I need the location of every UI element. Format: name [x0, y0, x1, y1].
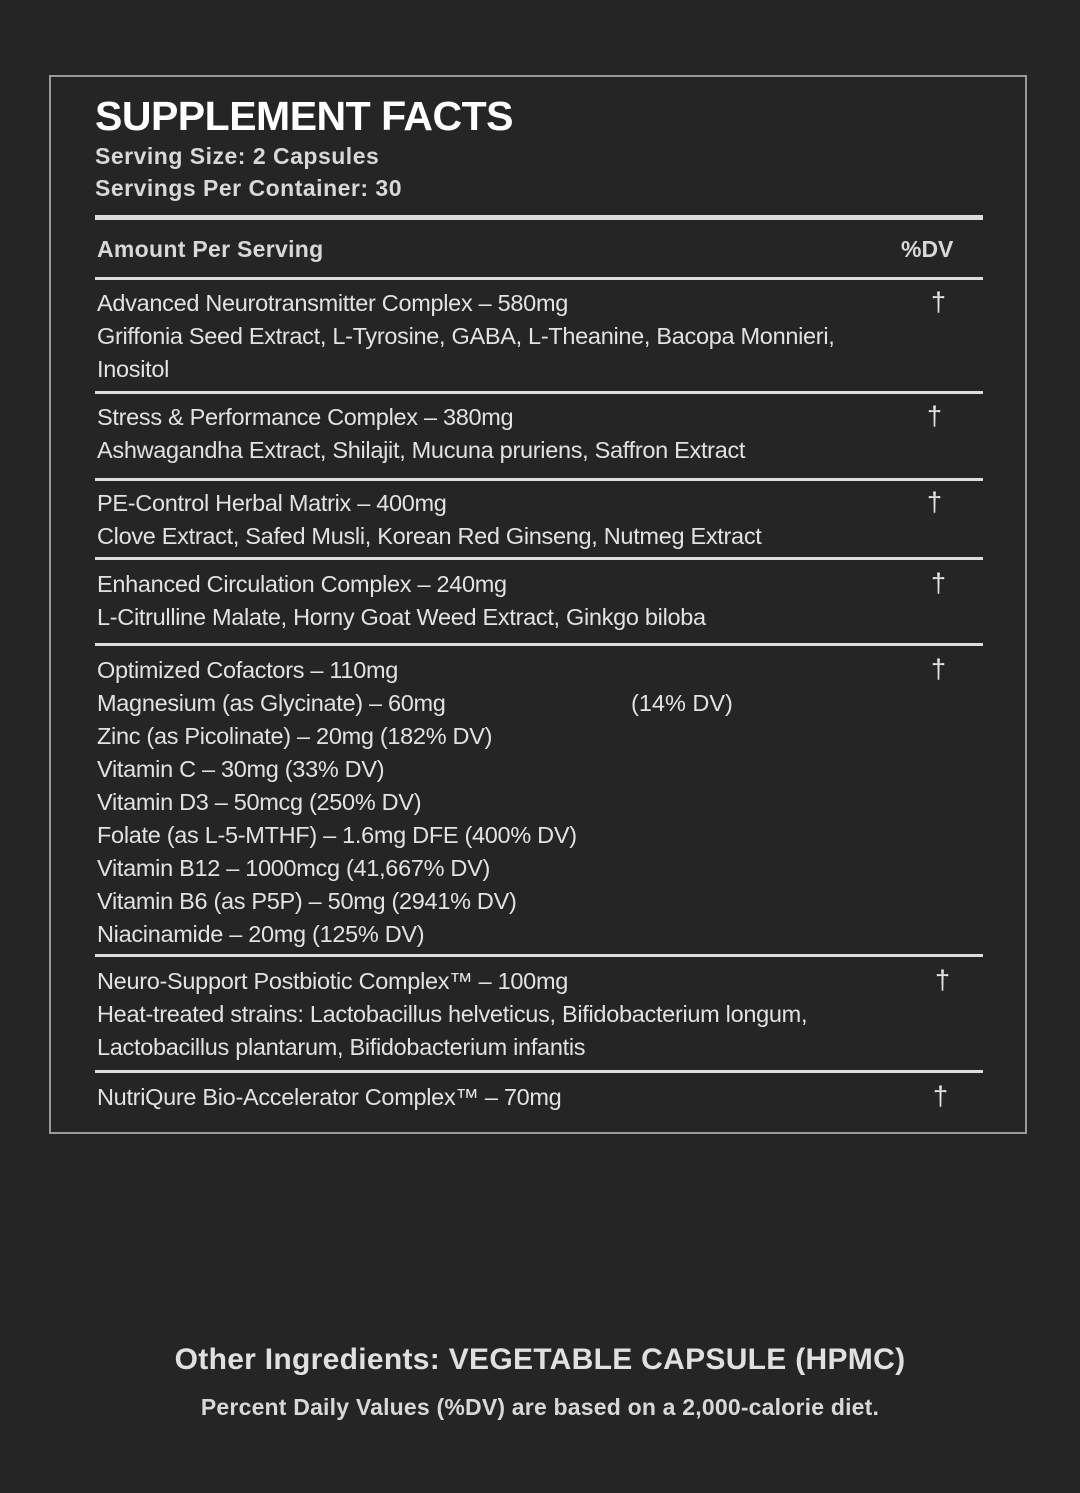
dagger-symbol: †: [927, 487, 943, 517]
section-title: NutriQure Bio-Accelerator Complex™ – 70mg: [97, 1084, 562, 1110]
section-title: Stress & Performance Complex – 380mg: [97, 404, 514, 430]
servings-per-container: Servings Per Container: 30: [95, 175, 402, 201]
dagger-symbol: †: [931, 287, 947, 317]
ingredient-line: Vitamin B6 (as P5P) – 50mg (2941% DV): [97, 888, 517, 914]
ingredient-line: Niacinamide – 20mg (125% DV): [97, 921, 425, 947]
other-ingredients: Other Ingredients: VEGETABLE CAPSULE (HPMC): [174, 1343, 906, 1376]
ingredient-line: Griffonia Seed Extract, L-Tyrosine, GABA, L-Theanine, Bacopa Monnieri,: [97, 323, 835, 349]
dagger-symbol: †: [933, 1081, 949, 1111]
dagger-symbol: †: [931, 568, 947, 598]
section-title: Optimized Cofactors – 110mg: [97, 657, 399, 683]
ingredient-line: Vitamin B12 – 1000mcg (41,667% DV): [97, 855, 491, 881]
section-postbiotic-complex: [97, 965, 977, 1064]
section-title: Enhanced Circulation Complex – 240mg: [97, 571, 507, 597]
divider: [95, 557, 983, 560]
divider: [95, 1070, 983, 1073]
section-neurotransmitter-complex: [97, 287, 977, 386]
supplement-facts-panel: [49, 75, 1027, 1134]
section-bio-accelerator-complex: [97, 1081, 977, 1114]
section-stress-performance-complex: [97, 401, 977, 467]
divider: [95, 954, 983, 957]
divider: [95, 643, 983, 646]
dagger-symbol: †: [931, 654, 947, 684]
section-herbal-matrix: [97, 487, 977, 553]
section-circulation-complex: [97, 568, 977, 634]
dagger-symbol: †: [927, 401, 943, 431]
dagger-symbol: †: [935, 965, 951, 995]
divider: [95, 478, 983, 481]
ingredient-line: L-Citrulline Malate, Horny Goat Weed Extract, Ginkgo biloba: [97, 604, 706, 630]
serving-size: Serving Size: 2 Capsules: [95, 143, 380, 169]
section-title: Neuro-Support Postbiotic Complex™ – 100mg: [97, 968, 568, 994]
section-title: PE-Control Herbal Matrix – 400mg: [97, 490, 447, 516]
thick-divider: [95, 215, 983, 220]
ingredient-line: Clove Extract, Safed Musli, Korean Red Ginseng, Nutmeg Extract: [97, 523, 762, 549]
percent-daily-value-note: Percent Daily Values (%DV) are based on a 2,000-calorie diet.: [200, 1394, 880, 1420]
ingredient-line: Heat-treated strains: Lactobacillus helveticus, Bifidobacterium longum,: [97, 1001, 808, 1027]
divider: [95, 277, 983, 280]
amount-per-serving-label: Amount Per Serving: [97, 236, 324, 262]
ingredient-line: Inositol: [97, 356, 170, 382]
ingredient-line: Magnesium (as Glycinate) – 60mg: [97, 690, 446, 716]
dv-header: %DV: [901, 236, 954, 262]
ingredient-line: Vitamin D3 – 50mcg (250% DV): [97, 789, 422, 815]
ingredient-line: Zinc (as Picolinate) – 20mg (182% DV): [97, 723, 493, 749]
magnesium-dv: (14% DV): [631, 690, 733, 716]
ingredient-line: Vitamin C – 30mg (33% DV): [97, 756, 385, 782]
section-optimized-cofactors: [97, 654, 977, 951]
ingredient-line: Folate (as L-5-MTHF) – 1.6mg DFE (400% DV): [97, 822, 577, 848]
divider: [95, 391, 983, 394]
ingredient-line: Ashwagandha Extract, Shilajit, Mucuna pruriens, Saffron Extract: [97, 437, 746, 463]
ingredient-line: Lactobacillus plantarum, Bifidobacterium infantis: [97, 1034, 586, 1060]
section-title: Advanced Neurotransmitter Complex – 580mg: [97, 290, 568, 316]
panel-title: SUPPLEMENT FACTS: [95, 93, 513, 139]
